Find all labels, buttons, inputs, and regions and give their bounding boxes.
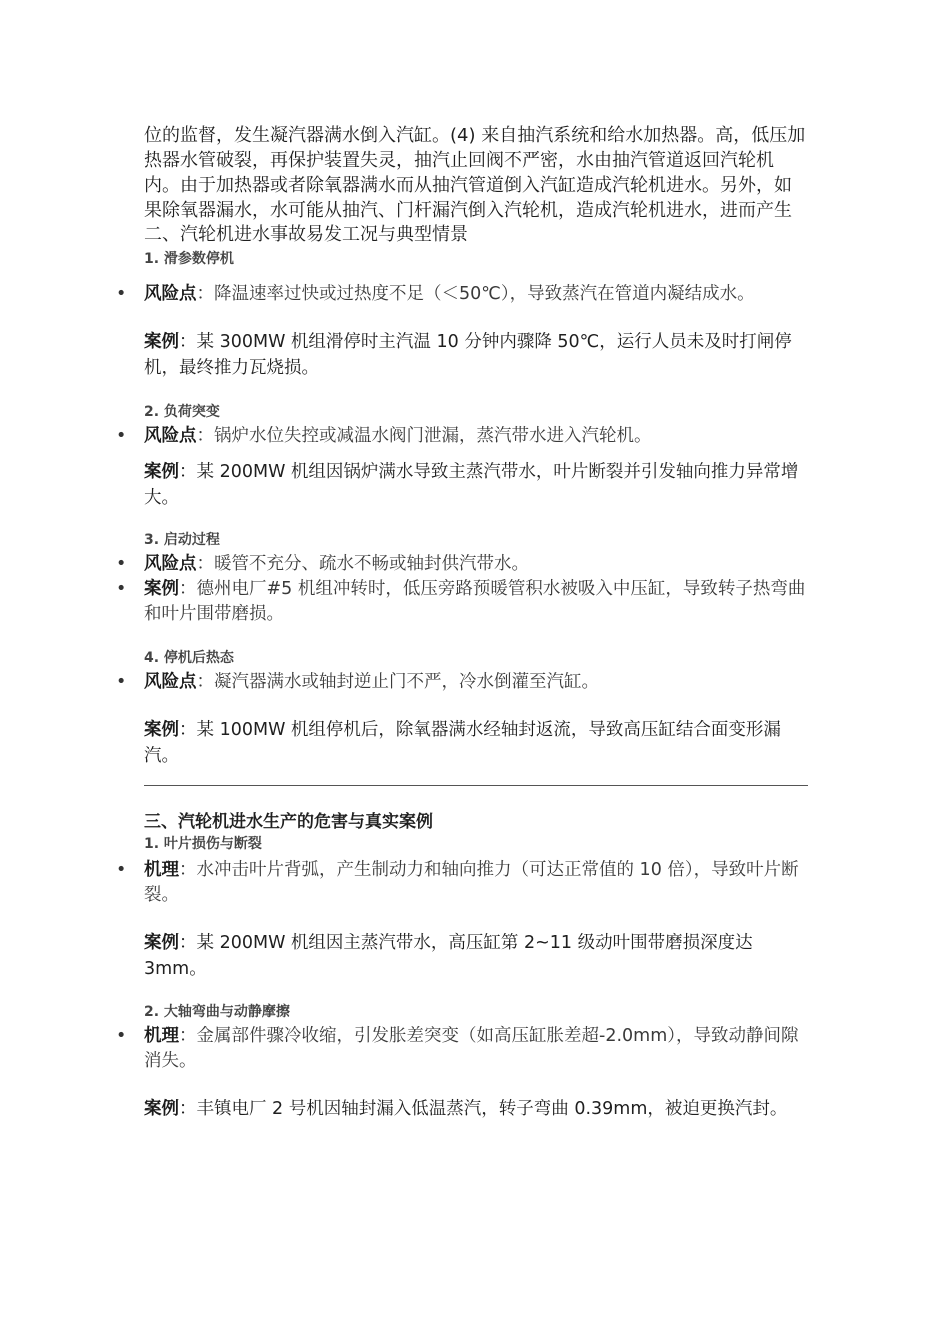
case-label: 案例 (144, 933, 179, 953)
subsection-heading: 2. 负荷突变 (144, 404, 220, 420)
case-paragraph (144, 1096, 808, 1122)
section-2-title: 二、汽轮机进水事故易发工况与典型情景 (144, 224, 468, 245)
section-divider (144, 785, 808, 786)
intro-paragraph: 位的监督，发生凝汽器满水倒入汽缸。(4) 来自抽汽系统和给水加热器。高，低压加热器水管破裂，再保护装置失灵，抽汽止回阀不严密，水由抽汽管道返回汽轮机内。由于加热器或者除氧器满水而从抽汽管道倒入汽缸造成汽轮机进水。另外，如果除氧器漏水，水可能从抽汽、门杆漏汽倒入汽轮机，造成汽轮机进水，进而产生 (144, 125, 806, 221)
case-paragraph (144, 717, 808, 769)
risk-label: 风险点 (144, 554, 197, 574)
list-item (144, 1024, 808, 1074)
list-item (144, 282, 808, 307)
subsection-heading: 4. 停机后热态 (144, 650, 234, 666)
risk-text: ：降温速率过快或过热度不足（＜50℃），导致蒸汽在管道内凝结成水。 (196, 284, 755, 304)
case-text: ：某 200MW 机组因主蒸汽带水，高压缸第 2~11 级动叶围带磨损深度达 3mm。 (144, 933, 753, 979)
bullet-list (144, 858, 808, 908)
risk-text: ：凝汽器满水或轴封逆止门不严，冷水倒灌至汽缸。 (196, 672, 599, 692)
case-text: ：丰镇电厂 2 号机因轴封漏入低温蒸汽，转子弯曲 0.39mm，被迫更换汽封。 (179, 1099, 788, 1119)
document-page (144, 123, 808, 1122)
subsection-heading: 2. 大轴弯曲与动静摩擦 (144, 1004, 290, 1020)
case-text: ：某 200MW 机组因锅炉满水导致主蒸汽带水，叶片断裂并引发轴向推力异常增大。 (144, 462, 799, 508)
bullet-list (144, 670, 808, 695)
case-label: 案例 (144, 720, 179, 740)
list-item (144, 577, 808, 627)
case-label: 案例 (144, 332, 179, 352)
subsection-heading: 1. 叶片损伤与断裂 (144, 836, 262, 852)
list-item (144, 670, 808, 695)
risk-text: ：暖管不充分、疏水不畅或轴封供汽带水。 (196, 554, 529, 574)
mechanism-label: 机理 (144, 860, 179, 880)
mechanism-text: ：水冲击叶片背弧，产生制动力和轴向推力（可达正常值的 10 倍），导致叶片断裂。 (144, 860, 799, 905)
mechanism-text: ：金属部件骤冷收缩，引发胀差突变（如高压缸胀差超-2.0mm），导致动静间隙消失。 (144, 1026, 799, 1071)
risk-text: ：锅炉水位失控或减温水阀门泄漏，蒸汽带水进入汽轮机。 (196, 426, 652, 446)
case-paragraph (144, 459, 808, 511)
bullet-list (144, 424, 808, 449)
bullet-list (144, 1024, 808, 1074)
case-label: 案例 (144, 462, 179, 482)
bullet-list (144, 552, 808, 627)
risk-label: 风险点 (144, 284, 197, 304)
subsection-heading: 1. 滑参数停机 (144, 251, 234, 267)
mechanism-label: 机理 (144, 1026, 179, 1046)
case-label: 案例 (144, 1099, 179, 1119)
case-text: ：某 300MW 机组滑停时主汽温 10 分钟内骤降 50℃，运行人员未及时打闸停机，最终推力瓦烧损。 (144, 332, 792, 378)
bullet-list (144, 282, 808, 307)
case-paragraph (144, 329, 808, 381)
risk-label: 风险点 (144, 426, 197, 446)
case-label: 案例 (144, 579, 179, 599)
risk-label: 风险点 (144, 672, 197, 692)
list-item (144, 552, 808, 577)
case-paragraph (144, 930, 808, 982)
case-text: ：德州电厂#5 机组冲转时，低压旁路预暖管积水被吸入中压缸，导致转子热弯曲和叶片围带磨损。 (144, 579, 806, 624)
case-text: ：某 100MW 机组停机后，除氧器满水经轴封返流，导致高压缸结合面变形漏汽。 (144, 720, 781, 766)
list-item (144, 858, 808, 908)
subsection-heading: 3. 启动过程 (144, 532, 220, 548)
list-item (144, 424, 808, 449)
section-3-title: 三、汽轮机进水生产的危害与真实案例 (144, 812, 433, 832)
